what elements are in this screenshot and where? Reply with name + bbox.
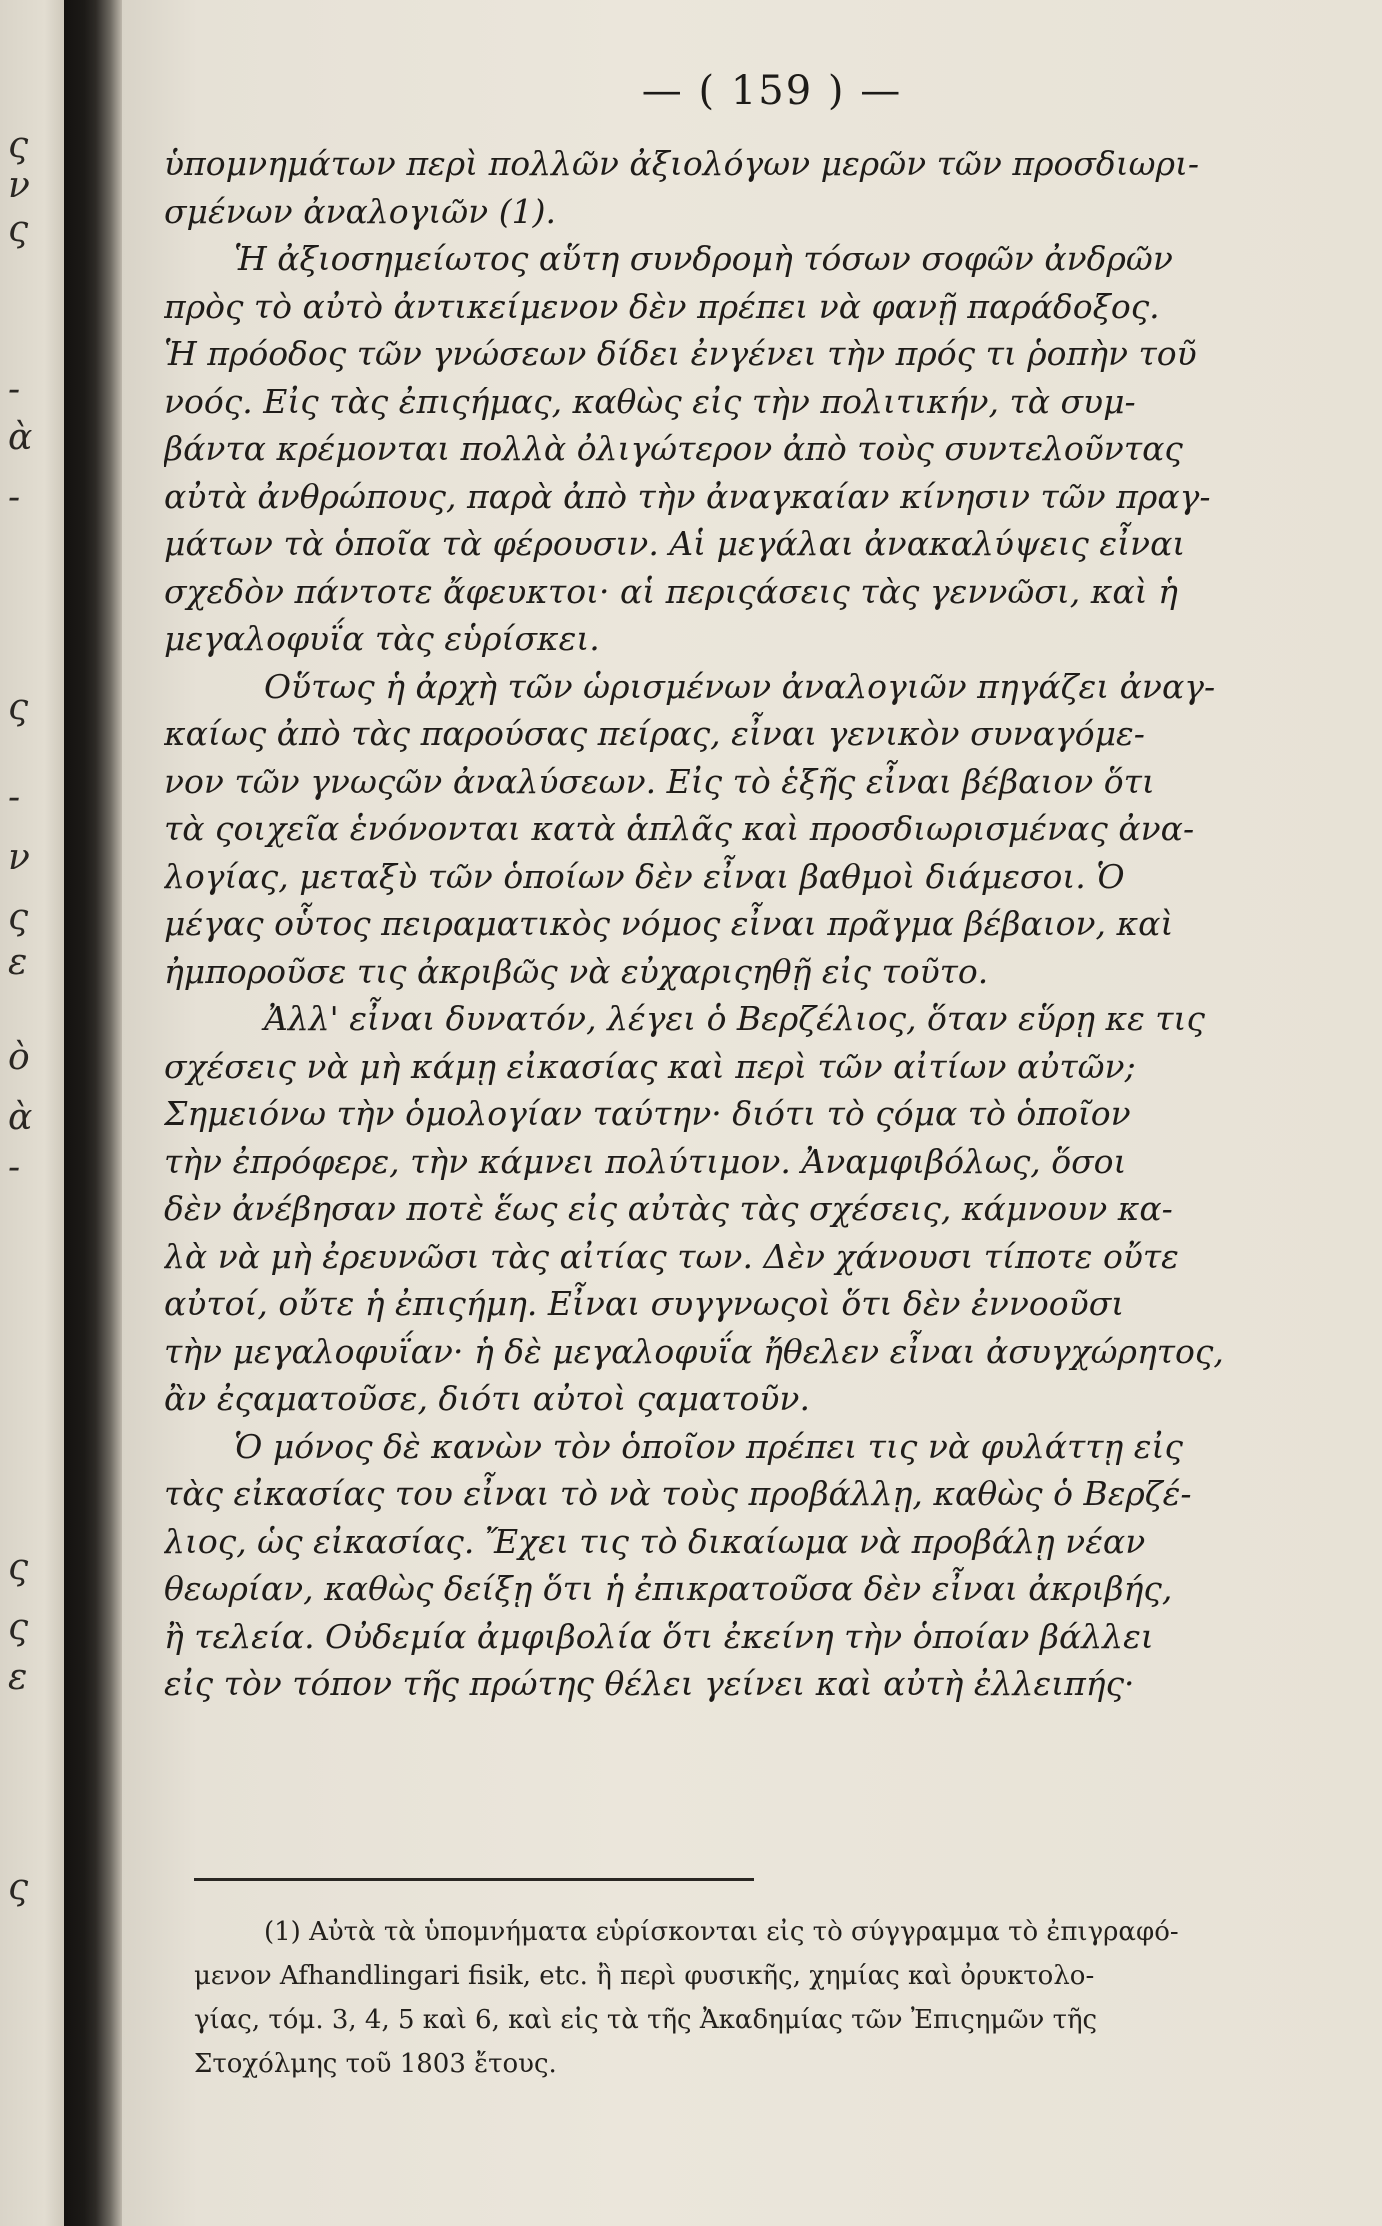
text-line: δὲν ἀνέβησαν ποτὲ ἕως εἰς αὐτὰς τὰς σχέσεις, κάμνουν κα- xyxy=(164,1189,1173,1228)
text-line: ἂν ἐςαματοῦσε, διότι αὐτοὶ ςαματοῦν. xyxy=(164,1379,810,1418)
prev-page-fragment: - xyxy=(8,777,21,818)
text-line: Ἡ πρόοδος τῶν γνώσεων δίδει ἐνγένει τὴν πρός τι ῥοπὴν τοῦ xyxy=(164,334,1197,373)
prev-page-fragment: ς xyxy=(8,1607,29,1648)
prev-page-fragment: ν xyxy=(8,165,30,206)
text-line: σχέσεις νὰ μὴ κάμῃ εἰκασίας καὶ περὶ τῶν αἰτίων αὐτῶν; xyxy=(164,1046,1136,1086)
paragraph-start: Οὕτως ἡ ἀρχὴ τῶν ὡρισμένων ἀναλογιῶν πηγάζει ἀναγ- xyxy=(264,666,1216,706)
text-line: καίως ἀπὸ τὰς παρούσας πείρας, εἶναι γενικὸν συναγόμε- xyxy=(164,714,1145,753)
text-line: σχεδὸν πάντοτε ἄφευκτοι· αἱ περιςάσεις τὰς γεννῶσι, καὶ ἡ xyxy=(164,571,1178,611)
prev-page-fragment: ὰ xyxy=(8,1097,33,1138)
prev-page-fragment: - xyxy=(8,477,21,518)
text-line: ὑπομνημάτων περὶ πολλῶν ἀξιολόγων μερῶν τῶν προσδιωρι- xyxy=(164,144,1200,183)
page-159 xyxy=(122,0,1382,2226)
text-line: τὰ ςοιχεῖα ἑνόνονται κατὰ ἁπλᾶς καὶ προσδιωρισμένας ἀνα- xyxy=(164,809,1195,848)
text-line: βάντα κρέμονται πολλὰ ὀλιγώτερον ἀπὸ τοὺς συντελοῦντας xyxy=(164,429,1183,468)
text-line: αὐτὰ ἀνθρώπους, παρὰ ἀπὸ τὴν ἀναγκαίαν κίνησιν τῶν πραγ- xyxy=(164,476,1211,516)
prev-page-fragment: ς xyxy=(8,1547,29,1588)
prev-page-fragment: - xyxy=(8,369,21,410)
text-line: τὰς εἰκασίας του εἶναι τὸ νὰ τοὺς προβάλλῃ, καθὼς ὁ Βερζέ- xyxy=(164,1474,1192,1513)
prev-page-fragment: ς xyxy=(8,209,29,250)
text-line: μεγαλοφυΐα τὰς εὑρίσκει. xyxy=(164,619,600,658)
text-line: λιος, ὡς εἰκασίας. Ἔχει τις τὸ δικαίωμα νὰ προβάλῃ νέαν xyxy=(164,1521,1146,1561)
footnote-line: γίας, τόμ. 3, 4, 5 καὶ 6, καὶ εἰς τὰ τῆς Ἀκαδημίας τῶν Ἐπιςημῶν τῆς xyxy=(194,2005,1098,2035)
footnote-line: (1) Αὐτὰ τὰ ὑπομνήματα εὑρίσκονται εἰς τὸ σύγγραμμα τὸ ἐπιγραφό- xyxy=(264,1917,1179,1947)
text-line: μάτων τὰ ὁποῖα τὰ φέρουσιν. Αἱ μεγάλαι ἀνακαλύψεις εἶναι xyxy=(164,524,1186,563)
text-line: τὴν μεγαλοφυΐαν· ἡ δὲ μεγαλοφυΐα ἤθελεν εἶναι ἀσυγχώρητος, xyxy=(164,1331,1224,1371)
binding-gutter xyxy=(64,0,122,2226)
text-line: σμένων ἀναλογιῶν (1). xyxy=(164,191,556,231)
paragraph-start: Ἡ ἀξιοσημείωτος αὕτη συνδρομὴ τόσων σοφῶν ἀνδρῶν xyxy=(234,239,1173,278)
text-line: εἰς τὸν τόπον τῆς πρώτης θέλει γείνει καὶ αὐτὴ ἐλλειπής· xyxy=(164,1664,1135,1703)
text-line: νοός. Εἰς τὰς ἐπιςήμας, καθὼς εἰς τὴν πολιτικήν, τὰ συμ- xyxy=(164,381,1136,421)
paragraph-start: Ἀλλ' εἶναι δυνατόν, λέγει ὁ Βερζέλιος, ὅταν εὕρῃ κε τις xyxy=(264,999,1205,1038)
paragraph-start: Ὁ μόνος δὲ κανὼν τὸν ὁποῖον πρέπει τις νὰ φυλάττῃ εἰς xyxy=(234,1426,1183,1466)
footnote xyxy=(194,1910,1344,2086)
text-line: τὴν ἐπρόφερε, τὴν κάμνει πολύτιμον. Ἀναμφιβόλως, ὅσοι xyxy=(164,1141,1127,1181)
text-line: λογίας, μεταξὺ τῶν ὁποίων δὲν εἶναι βαθμοὶ διάμεσοι. Ὁ xyxy=(164,856,1125,896)
text-line: πρὸς τὸ αὐτὸ ἀντικείμενον δὲν πρέπει νὰ φανῇ παράδοξος. xyxy=(164,286,1160,326)
prev-page-fragment: ὰ xyxy=(8,417,33,458)
text-line: ἢ τελεία. Οὐδεμία ἀμφιβολία ὅτι ἐκείνη τὴν ὁποίαν βάλλει xyxy=(164,1616,1154,1656)
text-line: μέγας οὗτος πειραματικὸς νόμος εἶναι πρᾶγμα βέβαιον, καὶ xyxy=(164,904,1174,943)
body-text xyxy=(164,140,1332,1708)
footnote-line: μενον Afhandlingari fisik, etc. ἢ περὶ φυσικῆς, χημίας καὶ ὀρυκτολο- xyxy=(194,1961,1095,1991)
prev-page-fragment: ε xyxy=(8,942,28,983)
page-number-header: — ( 159 ) — xyxy=(641,68,903,114)
text-line: αὐτοί, οὔτε ἡ ἐπιςήμη. Εἶναι συγγνωςοὶ ὅτι δὲν ἐννοοῦσι xyxy=(164,1284,1125,1323)
text-line: Σημειόνω τὴν ὁμολογίαν ταύτην· διότι τὸ ςόμα τὸ ὁποῖον xyxy=(164,1094,1131,1133)
previous-page-edge xyxy=(0,0,64,2226)
footnote-line: Στοχόλμης τοῦ 1803 ἔτους. xyxy=(194,2049,557,2079)
prev-page-fragment: ν xyxy=(8,837,30,878)
prev-page-fragment: ς xyxy=(8,897,29,938)
prev-page-fragment: ε xyxy=(8,1657,28,1698)
prev-page-fragment: ὸ xyxy=(8,1037,30,1078)
prev-page-fragment: ς xyxy=(8,125,29,166)
prev-page-fragment: - xyxy=(8,1147,21,1188)
text-line: ἠμποροῦσε τις ἀκριβῶς νὰ εὐχαριςηθῇ εἰς τοῦτο. xyxy=(164,951,989,991)
footnote-divider xyxy=(194,1878,754,1881)
text-line: λὰ νὰ μὴ ἐρευνῶσι τὰς αἰτίας των. Δὲν χάνουσι τίποτε οὔτε xyxy=(164,1236,1179,1276)
text-line: νον τῶν γνωςῶν ἀναλύσεων. Εἰς τὸ ἑξῆς εἶναι βέβαιον ὅτι xyxy=(164,761,1155,801)
prev-page-fragment: ς xyxy=(8,687,29,728)
text-line: θεωρίαν, καθὼς δείξῃ ὅτι ἡ ἐπικρατοῦσα δὲν εἶναι ἀκριβής, xyxy=(164,1569,1173,1608)
prev-page-fragment: ς xyxy=(8,1867,29,1908)
